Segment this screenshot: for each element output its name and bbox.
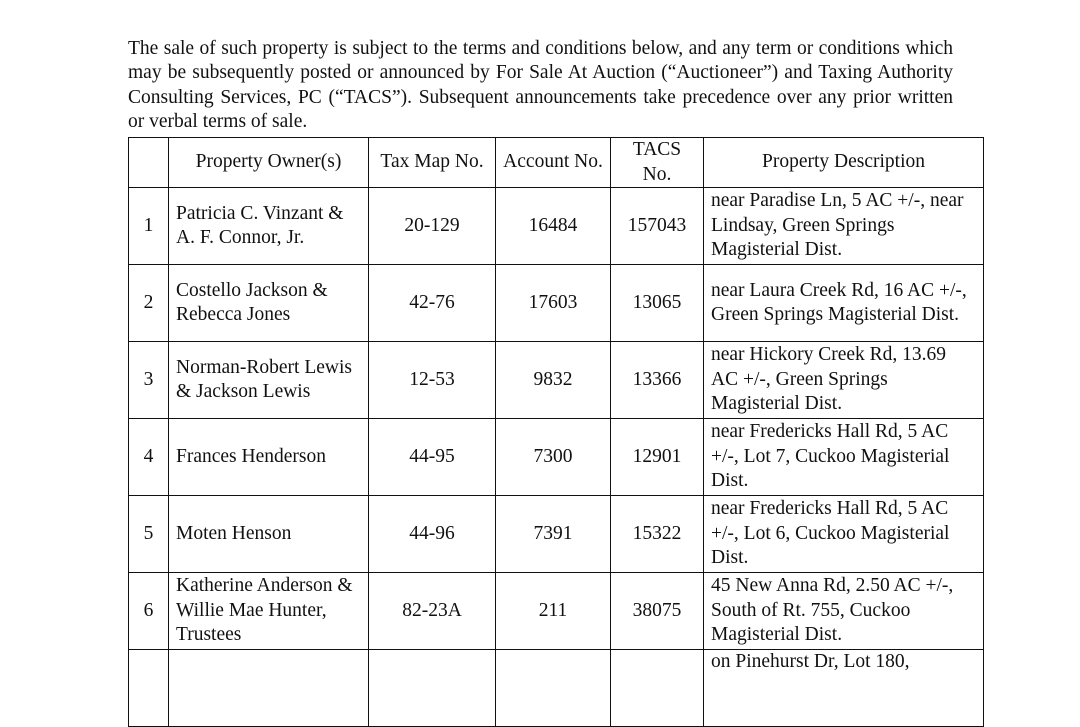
- row-number: [129, 650, 169, 727]
- property-owner-cell: [169, 650, 369, 727]
- table-row: [129, 265, 984, 342]
- header-property-owner: Property Owner(s): [169, 138, 369, 188]
- tax-map-cell: 42-76: [369, 265, 496, 342]
- account-cell: 211: [496, 573, 611, 650]
- property-description-cell: near Fredericks Hall Rd, 5 AC +/-, Lot 7, Cuckoo Magisterial Dist.: [704, 419, 984, 496]
- property-owner-cell: Frances Henderson: [169, 419, 369, 496]
- row-number: 4: [129, 419, 169, 496]
- table-row: [129, 573, 984, 650]
- property-description-cell: near Fredericks Hall Rd, 5 AC +/-, Lot 6, Cuckoo Magisterial Dist.: [704, 496, 984, 573]
- property-table: [128, 137, 984, 727]
- property-owner-cell: Katherine Anderson & Willie Mae Hunter, Trustees: [169, 573, 369, 650]
- property-owner-cell: Costello Jackson & Rebecca Jones: [169, 265, 369, 342]
- tax-map-cell: 82-23A: [369, 573, 496, 650]
- account-cell: 16484: [496, 188, 611, 265]
- account-cell: [496, 650, 611, 727]
- property-description-cell: 45 New Anna Rd, 2.50 AC +/-, South of Rt. 755, Cuckoo Magisterial Dist.: [704, 573, 984, 650]
- tax-map-cell: [369, 650, 496, 727]
- header-tax-map: Tax Map No.: [369, 138, 496, 188]
- property-description-cell: near Paradise Ln, 5 AC +/-, near Lindsay, Green Springs Magisterial Dist.: [704, 188, 984, 265]
- property-description-cell: near Laura Creek Rd, 16 AC +/-, Green Springs Magisterial Dist.: [704, 265, 984, 342]
- tacs-cell: 15322: [611, 496, 704, 573]
- property-description-cell: near Hickory Creek Rd, 13.69 AC +/-, Green Springs Magisterial Dist.: [704, 342, 984, 419]
- tacs-cell: [611, 650, 704, 727]
- row-number: 5: [129, 496, 169, 573]
- header-tacs: TACS No.: [611, 138, 704, 188]
- tacs-cell: 12901: [611, 419, 704, 496]
- table-row: [129, 342, 984, 419]
- table-row: [129, 419, 984, 496]
- tax-map-cell: 12-53: [369, 342, 496, 419]
- account-cell: 9832: [496, 342, 611, 419]
- property-owner-cell: Norman-Robert Lewis & Jackson Lewis: [169, 342, 369, 419]
- header-property-description: Property Description: [704, 138, 984, 188]
- tacs-cell: 157043: [611, 188, 704, 265]
- row-number: 3: [129, 342, 169, 419]
- tax-map-cell: 44-95: [369, 419, 496, 496]
- table-row: [129, 188, 984, 265]
- account-cell: 7300: [496, 419, 611, 496]
- tax-map-cell: 20-129: [369, 188, 496, 265]
- row-number: 6: [129, 573, 169, 650]
- row-number: 2: [129, 265, 169, 342]
- tax-map-cell: 44-96: [369, 496, 496, 573]
- table-row: [129, 496, 984, 573]
- account-cell: 17603: [496, 265, 611, 342]
- row-number: 1: [129, 188, 169, 265]
- table-header-row: [129, 138, 984, 188]
- header-account: Account No.: [496, 138, 611, 188]
- table-row: [129, 650, 984, 727]
- property-owner-cell: Moten Henson: [169, 496, 369, 573]
- tacs-cell: 13366: [611, 342, 704, 419]
- account-cell: 7391: [496, 496, 611, 573]
- tacs-cell: 13065: [611, 265, 704, 342]
- header-index: [129, 138, 169, 188]
- property-description-cell: on Pinehurst Dr, Lot 180,: [704, 650, 984, 727]
- property-owner-cell: Patricia C. Vinzant & A. F. Connor, Jr.: [169, 188, 369, 265]
- intro-paragraph: The sale of such property is subject to the terms and conditions below, and any term or conditions which may be subsequently posted or announced by For Sale At Auction (“Auctioneer”) and Taxing Authority Consulting Services, PC (“TACS”). Subsequent announcements take precedence over any prior written or verbal terms of sale.: [128, 37, 953, 132]
- tacs-cell: 38075: [611, 573, 704, 650]
